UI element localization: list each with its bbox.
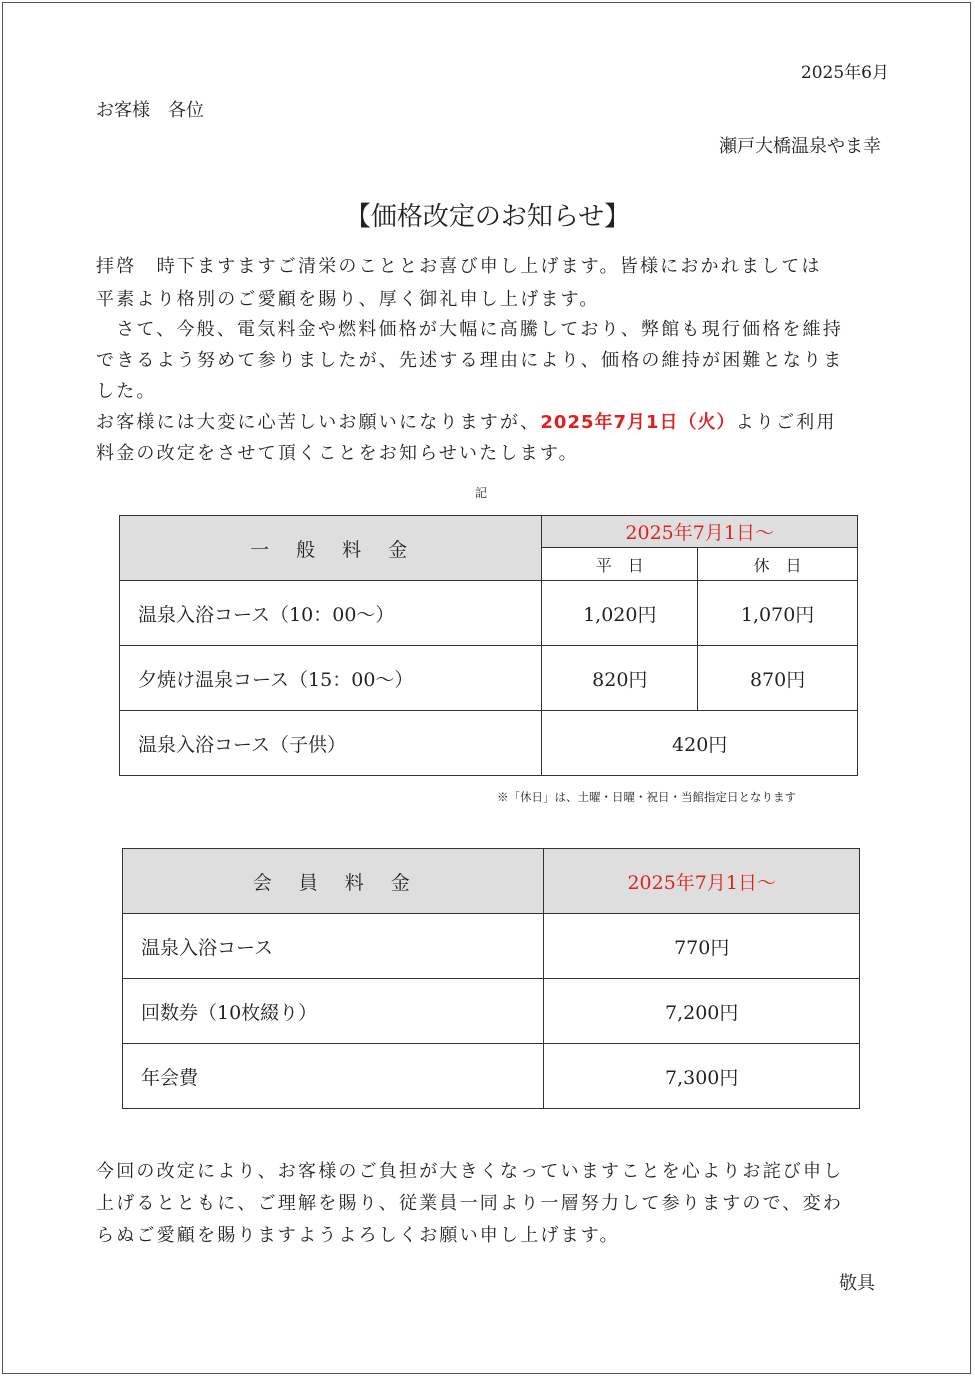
ki-mark: 記 (475, 486, 488, 500)
table-row (120, 711, 858, 776)
row-label: 年会費 (123, 1044, 544, 1109)
document-date: 2025年6月 (800, 63, 889, 83)
general-table-header: 一 般 料 金 (120, 516, 542, 581)
sender-name: 瀬戸大橋温泉やま幸 (719, 136, 881, 157)
row-label: 温泉入浴コース（子供） (120, 711, 542, 776)
table-row (120, 646, 858, 711)
price: 7,200円 (544, 979, 860, 1044)
closing-line: 上げるとともに、ご理解を賜り、従業員一同より一層努力して参りますので、変わ (96, 1193, 844, 1214)
holiday-note: ※「休日」は、土曜・日曜・祝日・当館指定日となります (497, 790, 796, 804)
body-line: した。 (96, 381, 157, 402)
table-row (120, 581, 858, 646)
general-effective-date: 2025年7月1日～ (542, 516, 858, 548)
weekday-price: 820円 (542, 646, 698, 711)
row-label: 夕焼け温泉コース（15：00～） (120, 646, 542, 711)
body-text: よりご利用 (735, 412, 837, 433)
holiday-price: 1,070円 (698, 581, 858, 646)
closing-salutation: 敬具 (839, 1273, 875, 1294)
body-line: 平素より格別のご愛顧を賜り、厚く御礼申し上げます。 (96, 289, 600, 310)
table-row (123, 1044, 860, 1109)
price: 770円 (544, 914, 860, 979)
table-row (123, 979, 860, 1044)
col-holiday: 休 日 (698, 548, 858, 581)
body-line-effective-date (96, 408, 837, 434)
table-row (123, 914, 860, 979)
body-text: お客様には大変に心苦しいお願いになりますが、 (96, 412, 541, 433)
body-line: できるよう努めて参りましたが、先述する理由により、価格の維持が困難となりま (96, 350, 844, 371)
general-price-table (119, 515, 858, 776)
row-label: 回数券（10枚綴り） (123, 979, 544, 1044)
page-title: 【価格改定のお知らせ】 (344, 202, 631, 232)
closing-line: らぬご愛顧を賜りますようよろしくお願い申し上げます。 (96, 1225, 620, 1246)
member-table-header: 会 員 料 金 (123, 849, 544, 914)
member-price-table (122, 848, 860, 1109)
member-effective-date: 2025年7月1日～ (544, 849, 860, 914)
price: 7,300円 (544, 1044, 860, 1109)
closing-line: 今回の改定により、お客様のご負担が大きくなっていますことを心よりお詫び申し (96, 1161, 844, 1182)
price: 420円 (542, 711, 858, 776)
body-line: さて、今般、電気料金や燃料価格が大幅に高騰しており、弊館も現行価格を維持 (96, 319, 844, 340)
body-line: 拝啓 時下ますますご清栄のこととお喜び申し上げます。皆様におかれましては (96, 256, 822, 277)
row-label: 温泉入浴コース（10：00～） (120, 581, 542, 646)
holiday-price: 870円 (698, 646, 858, 711)
weekday-price: 1,020円 (542, 581, 698, 646)
row-label: 温泉入浴コース (123, 914, 544, 979)
addressee: お客様 各位 (96, 100, 204, 121)
col-weekday: 平 日 (542, 548, 698, 581)
body-line: 料金の改定をさせて頂くことをお知らせいたします。 (96, 443, 579, 464)
effective-date-highlight: 2025年7月1日（火） (540, 412, 736, 433)
